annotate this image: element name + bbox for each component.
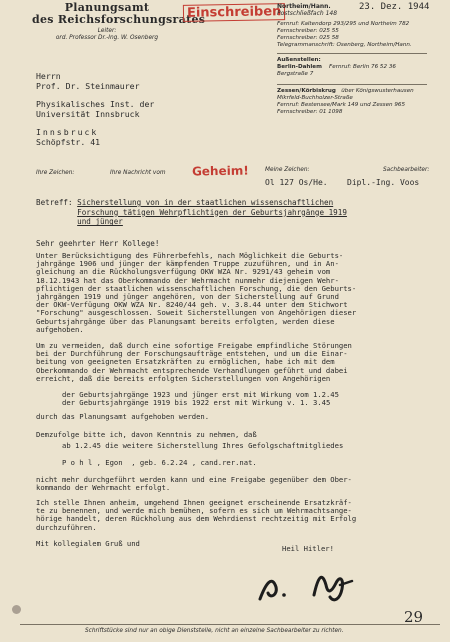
- branch2-telegram: Fernschreiber: 01 1098: [277, 109, 343, 115]
- branch1-street: Bergstraße 7: [277, 71, 314, 77]
- salutation: Sehr geehrter Herr Kollege!: [36, 239, 160, 248]
- branch-office-2: [277, 88, 414, 116]
- sender-postbox: Postschließfach 148: [277, 10, 338, 18]
- registered-stamp: Einschreiben: [183, 3, 286, 22]
- clerk-label: Sachbearbeiter:: [383, 167, 430, 173]
- handwritten-signature: [256, 565, 366, 605]
- subject-line-1: Sicherstellung von in der staatlichen wissenschaftlichen: [77, 198, 334, 207]
- contact-block: [277, 21, 412, 49]
- page-number: 29: [404, 608, 424, 626]
- leader-name: ord. Professor Dr.-Ing. W. Osenberg: [55, 35, 159, 41]
- letter-date: 23. Dez. 1944: [359, 2, 430, 12]
- phone-line: Fernruf: Kaltendorp 293/295 und Northeim 782: [277, 21, 410, 27]
- clerk-value: Dipl.-Ing. Voos: [347, 178, 420, 187]
- org-line-1: Planungsamt: [64, 1, 150, 14]
- recipient-line-1: Herrn: [36, 71, 61, 81]
- body-indented-line: ab 1.2.45 die weitere Sicherstellung Ihres Gefolgschaftmitgliedes: [62, 441, 344, 450]
- secret-stamp: Geheim!: [191, 163, 249, 179]
- your-message-label: Ihre Nachricht vom: [110, 170, 166, 176]
- employee-line: P o h l , Egon , geb. 6.2.24 , cand.rer.nat.: [62, 458, 257, 467]
- branch-label: Außenstellen:: [277, 57, 321, 63]
- recipient-line-2: Prof. Dr. Steinmaurer: [36, 81, 140, 91]
- closing-salute: Heil Hitler!: [282, 544, 334, 553]
- footer-note: Schriftstücke sind nur an obige Dienststelle, nicht an einzelne Sachbearbeiter zu richten.: [85, 628, 344, 634]
- my-ref-value: Ol 127 Os/He.: [265, 178, 328, 187]
- telegram-address-line: Telegrammanschrift: Osenberg, Northeim/Hann.: [277, 42, 412, 48]
- recipient-street: Schöpfstr. 41: [36, 137, 101, 147]
- recipient-line-4: Universität Innsbruck: [36, 109, 140, 119]
- body-paragraph-3: durch das Planungsamt aufgehoben werden.: [36, 412, 210, 421]
- subject-label: Betreff:: [36, 198, 73, 207]
- branch1-phone: Fernruf: Berlin 76 52 36: [329, 64, 396, 70]
- branch2-phone: Fernruf: Bestensee/Mark 149 und Zessen 965: [277, 102, 406, 108]
- body-paragraph-1: Unter Berücksichtigung des Führerbefehls, nach Möglichkeit die Geburts- jahrgänge 1906 und jünger der kämpfenden Truppe zuzuführen, und in An- gleichung an die Rückholungsverfügung OKW WZA Nr. 9291/43 geheim vom 18.12.1943 hat das Oberkommando der Wehrmacht nunmehr diejenigen Wehr- pflichtigen der staatlichen wissenschaftlichen Forschung, die den Geburts- jahrgängen 1919 und jünger angehören, von der Sicherstellung auf Grund der OKW-Verfügung OKW WZA Nr. 8240/44 geh. v. 3.8.44 unter dem Stichwort "Forschung" ausgeschlossen. Soweit Sicherstellungen von Angehörigen dieser Geburtsjahrgänge über das Planungsamt bereits erfolgten, werden diese aufgehoben.: [36, 251, 357, 334]
- my-ref-label: Meine Zeichen:: [265, 167, 310, 173]
- leader-block: [32, 28, 182, 42]
- body-paragraph-6: nicht mehr durchgeführt werden kann und eine Freigabe gegenüber dem Ober- kommando der Wehrmacht erfolgt.: [36, 475, 352, 493]
- sender-address: [277, 3, 337, 18]
- leader-label: Leiter:: [97, 28, 117, 34]
- subject-block: [36, 198, 431, 227]
- body-paragraph-7: Ich stelle Ihnen anheim, umgehend Ihnen geeignet erscheinende Ersatzkräf- te zu benennen, und werde mich bemühen, sofern es sich um Wehrmachtsange- hörige handelt, deren Rückholung aus dem Wehrdienst rechtzeitig mit Erfolg durchzuführen.: [36, 498, 357, 532]
- telegram-line: Fernschreiber: 025 55: [277, 28, 339, 34]
- sender-org: [32, 1, 206, 26]
- your-ref-label: Ihre Zeichen:: [36, 170, 75, 176]
- recipient-block: [36, 71, 154, 147]
- branch1-city: Berlin-Dahlem: [277, 64, 322, 70]
- branch2-via: über Königswusterhausen: [341, 88, 414, 94]
- letterhead-divider-2: [277, 84, 427, 85]
- body-paragraph-2: Um zu vermeiden, daß durch eine sofortige Freigabe empfindliche Störungen bei der Durchführung der Forschungsaufträge entstehen, und um die Einar- beitung von geeigneten Ersatzkräften zu ermöglichen, habe ich mit dem Oberkommando der Wehrmacht entsprechende Verhandlungen geführt und dabei erreicht, daß die bereits erfolgten Sicherstellungen von Angehörigen: [36, 341, 352, 383]
- letterhead-divider-1: [277, 53, 427, 54]
- recipient-city: Innsbruck: [36, 127, 99, 137]
- footer-divider: [20, 624, 440, 625]
- branch-office-1: [277, 57, 396, 78]
- sender-city: Northeim/Hann.: [277, 3, 331, 10]
- punch-hole: [12, 605, 21, 614]
- org-line-2: des Reichsforschungsrates: [32, 13, 206, 26]
- branch2-city: Zessen/Körbiskrug: [277, 88, 336, 94]
- body-indented-list: der Geburtsjahrgänge 1923 und jünger erst mit Wirkung vom 1.2.45 der Geburtsjahrgänge 1919 bis 1922 erst mit Wirkung v. 1. 3.45: [62, 390, 339, 408]
- subject-line-2: Forschung tätigen Wehrpflichtigen der Geburtsjahrgänge 1919: [77, 207, 347, 217]
- recipient-line-3: Physikalisches Inst. der: [36, 99, 155, 109]
- branch2-street: Mikrfeld-Buchholzer-Straße: [277, 95, 353, 101]
- telex-line: Fernschreiber: 025 58: [277, 35, 339, 41]
- body-paragraph-4: Demzufolge bitte ich, davon Kenntnis zu nehmen, daß: [36, 430, 257, 439]
- closing-line: Mit kollegialem Gruß und: [36, 539, 140, 548]
- subject-line-3: und jünger: [77, 217, 123, 227]
